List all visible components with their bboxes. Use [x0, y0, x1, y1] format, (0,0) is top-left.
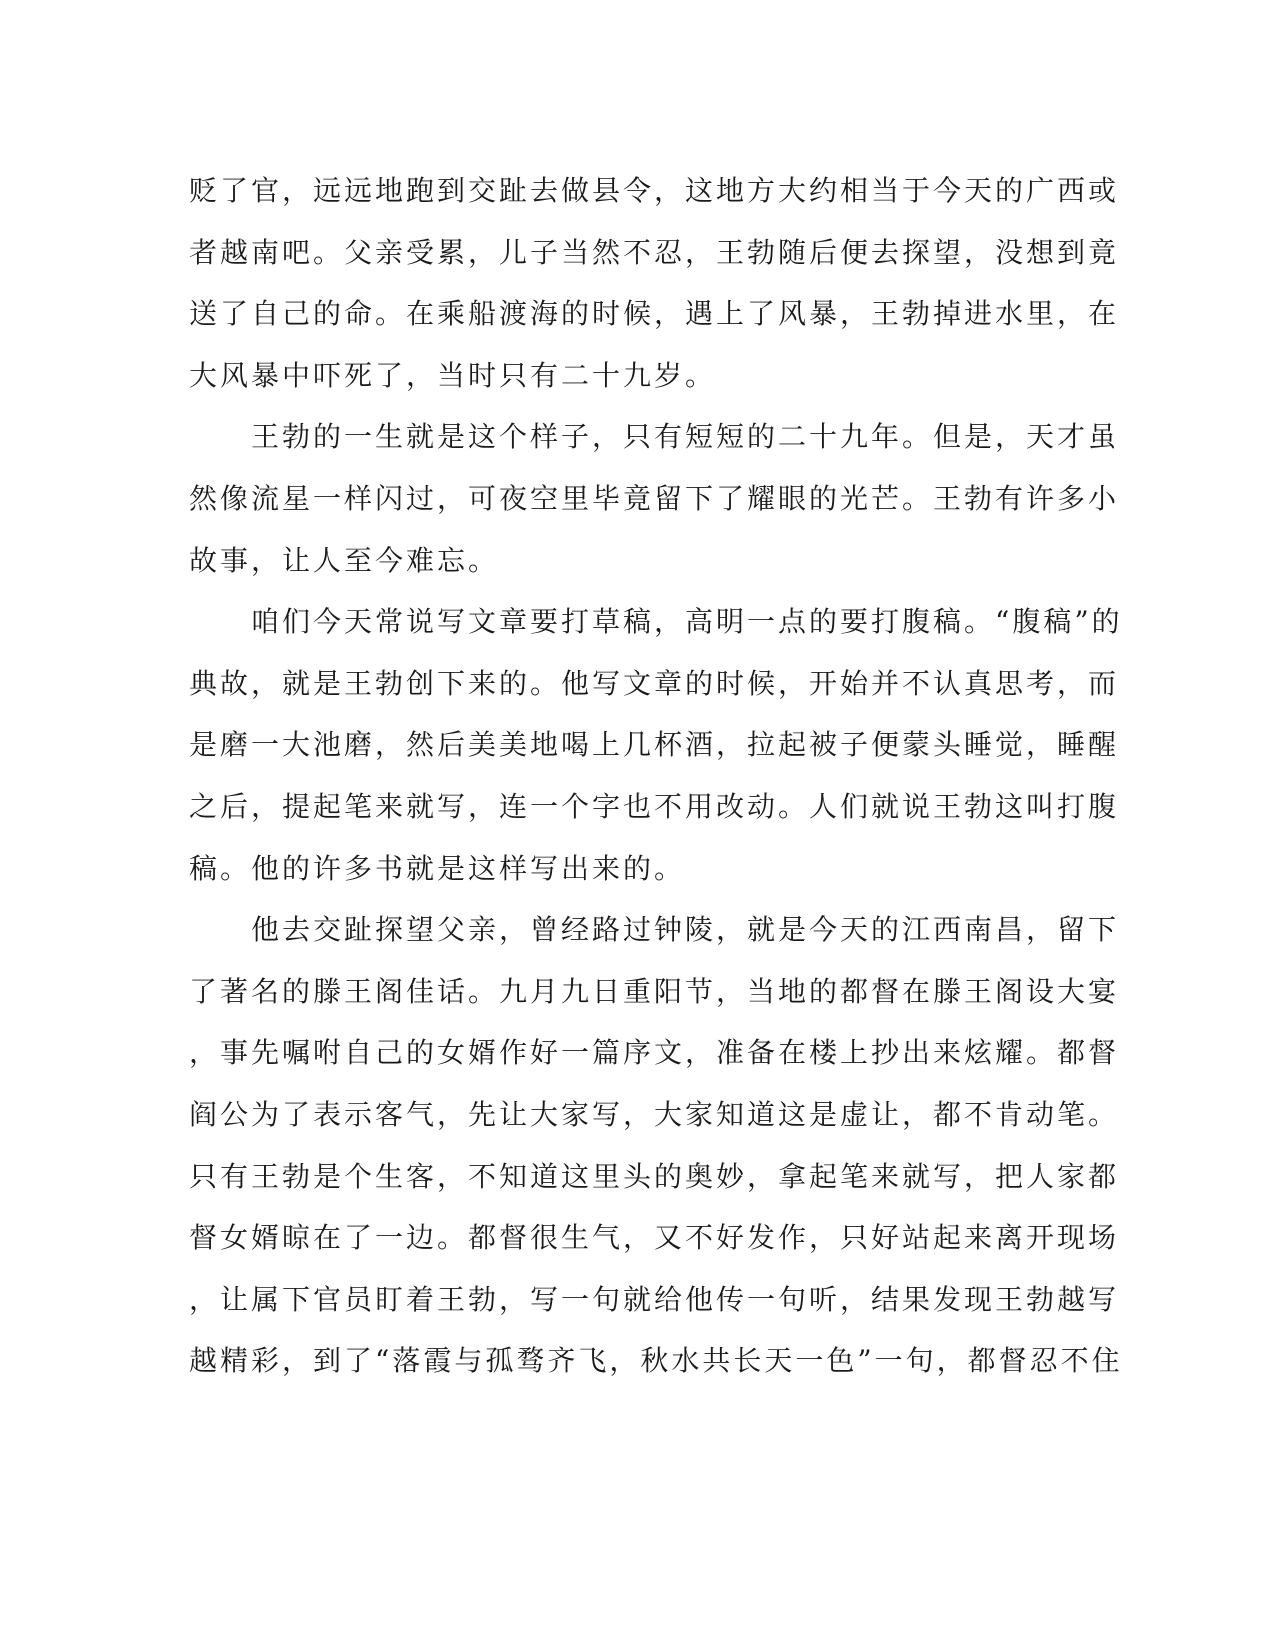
text-line: 咱们今天常说写文章要打草稿，高明一点的要打腹稿。“腹稿”的	[189, 605, 1123, 639]
text-line: 越精彩，到了“落霞与孤骛齐飞，秋水共长天一色”一句，都督忍不住	[189, 1344, 1123, 1378]
text-line: ，让属下官员盯着王勃，写一句就给他传一句听，结果发现王勃越写	[189, 1282, 1120, 1316]
text-line: 稿。他的许多书就是这样写出来的。	[189, 851, 686, 885]
text-line: 督女婿晾在了一边。都督很生气，又不好发作，只好站起来离开现场	[189, 1221, 1120, 1255]
text-line: 是磨一大池磨，然后美美地喝上几杯酒，拉起被子便蒙头睡觉，睡醒	[189, 728, 1120, 762]
text-line: 送了自己的命。在乘船渡海的时候，遇上了风暴，王勃掉进水里，在	[189, 297, 1120, 331]
text-line: 大风暴中吓死了，当时只有二十九岁。	[189, 358, 717, 392]
text-line: ，事先嘱咐自己的女婿作好一篇序文，准备在楼上抄出来炫耀。都督	[189, 1036, 1120, 1070]
text-line: 王勃的一生就是这个样子，只有短短的二十九年。但是，天才虽	[189, 420, 1120, 454]
text-line: 只有王勃是个生客，不知道这里头的奥妙，拿起笔来就写，把人家都	[189, 1159, 1120, 1193]
text-line: 者越南吧。父亲受累，儿子当然不忍，王勃随后便去探望，没想到竟	[189, 235, 1120, 269]
text-line: 他去交趾探望父亲，曾经路过钟陵，就是今天的江西南昌，留下	[189, 913, 1120, 947]
text-line: 故事，让人至今难忘。	[189, 543, 500, 577]
text-line: 之后，提起笔来就写，连一个字也不用改动。人们就说王勃这叫打腹	[189, 789, 1120, 823]
body-text	[189, 160, 1123, 1392]
text-line: 贬了官，远远地跑到交趾去做县令，这地方大约相当于今天的广西或	[189, 174, 1120, 207]
text-line: 了著名的滕王阁佳话。九月九日重阳节，当地的都督在滕王阁设大宴	[189, 974, 1120, 1008]
text-line: 典故，就是王勃创下来的。他写文章的时候，开始并不认真思考，而	[189, 666, 1120, 700]
text-line: 然像流星一样闪过，可夜空里毕竟留下了耀眼的光芒。王勃有许多小	[189, 481, 1120, 515]
text-line: 阎公为了表示客气，先让大家写，大家知道这是虚让，都不肯动笔。	[189, 1097, 1120, 1131]
